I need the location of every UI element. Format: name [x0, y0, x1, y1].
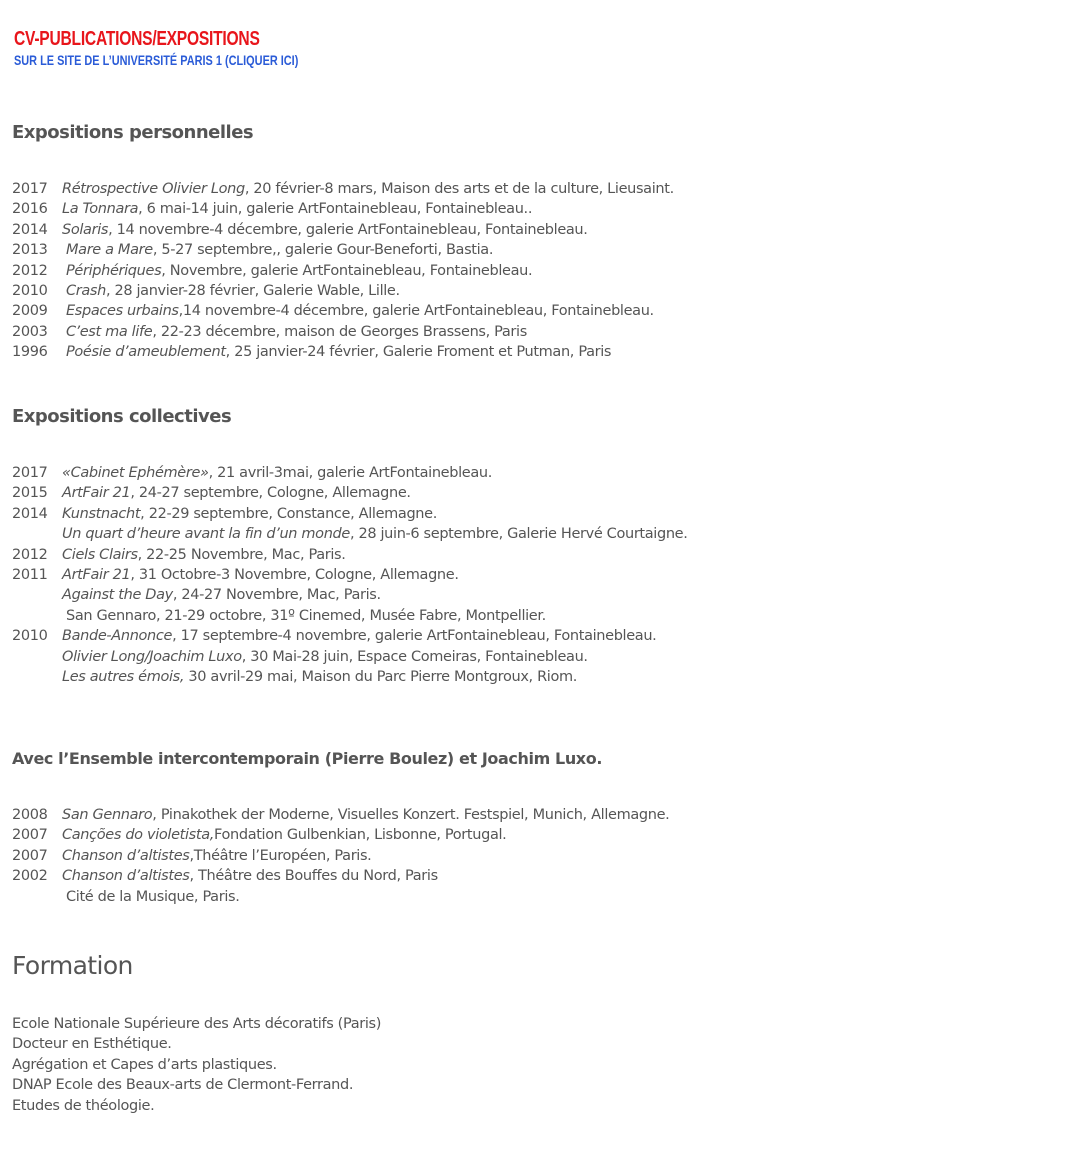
- entry-details: , 28 janvier-28 février, Galerie Wable, Lille.: [105, 282, 400, 299]
- entry-title: Canções do violetista,: [62, 827, 214, 844]
- entry-details: , 20 février-8 mars, Maison des arts et de la culture, Lieusaint.: [244, 181, 674, 197]
- entry-text: [62, 545, 346, 565]
- entry-year: 2017: [12, 465, 48, 481]
- formation-item: DNAP Ecole des Beaux-arts de Clermont-Ferrand.: [12, 1077, 354, 1094]
- formation-item: Etudes de théologie.: [12, 1097, 155, 1114]
- entry-text: [62, 647, 588, 667]
- entry-details: ,Théâtre l’Européen, Paris.: [189, 847, 372, 864]
- entry-year: 2015: [12, 485, 48, 502]
- entry-details: , 6 mai-14 juin, galerie ArtFontainebleau, Fontainebleau..: [138, 201, 533, 218]
- entry-text: [62, 626, 656, 646]
- page-title: CV-PUBLICATIONS/EXPOSITIONS: [14, 28, 260, 50]
- entry-title: Chanson d’altistes: [62, 847, 190, 864]
- entry-text: [62, 524, 688, 544]
- formation-item: Agrégation et Capes d’arts plastiques.: [12, 1056, 277, 1073]
- heading-expositions-collectives: Expositions collectives: [12, 406, 232, 427]
- entry-title: San Gennaro: [62, 807, 153, 823]
- entry-title: Solaris: [62, 221, 109, 238]
- heading-ensemble-intercontemporain: Avec l’Ensemble intercontemporain (Pierre Boulez) et Joachim Luxo.: [12, 749, 602, 768]
- entry-year: 2016: [12, 201, 48, 218]
- entry-text: [66, 240, 493, 260]
- entry-details: ,14 novembre-4 décembre, galerie ArtFontainebleau, Fontainebleau.: [178, 303, 654, 320]
- entry-year: 2011: [12, 566, 48, 583]
- entry-text: [62, 463, 492, 483]
- entry-title: Ciels Clairs: [62, 546, 138, 563]
- entry-year: 2014: [12, 221, 48, 238]
- entry-year: 2013: [12, 242, 48, 259]
- entry-details: , 14 novembre-4 décembre, galerie ArtFontainebleau, Fontainebleau.: [108, 221, 588, 238]
- entry-details: San Gennaro, 21-29 octobre, 31º Cinemed, Musée Fabre, Montpellier.: [66, 607, 546, 624]
- heading-expositions-personnelles: Expositions personnelles: [12, 122, 254, 143]
- entry-title: La Tonnara: [62, 201, 139, 218]
- entry-year: 2003: [12, 323, 48, 340]
- entry-text: [62, 667, 577, 687]
- entry-text: [62, 565, 459, 585]
- entry-details: Fondation Gulbenkian, Lisbonne, Portugal.: [214, 827, 507, 844]
- entry-year: 2002: [12, 868, 48, 885]
- entry-year: 2010: [12, 282, 48, 299]
- entry-title: Les autres émois,: [62, 668, 185, 685]
- entry-text: [62, 825, 506, 845]
- entry-title: C’est ma life: [66, 323, 153, 340]
- entry-title: Périphériques: [66, 262, 162, 279]
- entry-title: Rétrospective Olivier Long: [62, 181, 245, 197]
- entry-year: 2017: [12, 181, 48, 197]
- entry-title: Against the Day: [62, 587, 173, 604]
- entry-details: , 24-27 septembre, Cologne, Allemagne.: [130, 485, 411, 502]
- entry-title: Espaces urbains: [66, 303, 179, 320]
- entry-details: , 28 juin-6 septembre, Galerie Hervé Courtaigne.: [349, 526, 688, 543]
- entry-year: 2007: [12, 847, 48, 864]
- formation-item: Docteur en Esthétique.: [12, 1036, 172, 1053]
- entry-text: [66, 261, 532, 281]
- entry-details: , Pinakothek der Moderne, Visuelles Konzert. Festspiel, Munich, Allemagne.: [152, 807, 670, 823]
- entry-text: [66, 281, 400, 301]
- entry-details: , 5-27 septembre,, galerie Gour-Beneforti, Bastia.: [152, 242, 494, 259]
- entry-details: , Novembre, galerie ArtFontainebleau, Fontainebleau.: [161, 262, 533, 279]
- formation-item: Ecole Nationale Supérieure des Arts décoratifs (Paris): [12, 1016, 382, 1032]
- entry-year: 2009: [12, 303, 48, 320]
- entry-year: 2010: [12, 628, 48, 645]
- entry-year: 1996: [12, 344, 48, 361]
- entry-text: [62, 805, 669, 825]
- entry-details: , 21 avril-3mai, galerie ArtFontainebleau.: [208, 465, 492, 481]
- entry-text: [66, 342, 611, 362]
- entry-text: [62, 846, 371, 866]
- entry-year: 2012: [12, 262, 48, 279]
- entry-title: Bande-Annonce: [62, 628, 173, 645]
- entry-title: Chanson d’altistes: [62, 868, 190, 885]
- entry-text: [62, 504, 437, 524]
- entry-text: [62, 179, 674, 199]
- entry-year: 2008: [12, 807, 48, 823]
- entry-details: 30 avril-29 mai, Maison du Parc Pierre Montgroux, Riom.: [184, 668, 578, 685]
- entry-title: «Cabinet Ephémère»: [62, 465, 209, 481]
- entry-title: Olivier Long/Joachim Luxo: [62, 648, 242, 665]
- entry-details: , 24-27 Novembre, Mac, Paris.: [172, 587, 381, 604]
- entry-details: , 30 Mai-28 juin, Espace Comeiras, Fontainebleau.: [241, 648, 588, 665]
- entry-title: Kunstnacht: [62, 505, 141, 522]
- entry-details: , 22-23 décembre, maison de Georges Brassens, Paris: [152, 323, 527, 340]
- heading-formation: Formation: [12, 951, 133, 980]
- entry-text: [66, 887, 239, 907]
- entry-details: , 22-25 Novembre, Mac, Paris.: [137, 546, 346, 563]
- entry-text: [66, 322, 527, 342]
- entry-text: [66, 301, 654, 321]
- entry-title: Crash: [66, 282, 106, 299]
- entry-title: Un quart d’heure avant la fin d’un monde: [62, 526, 350, 543]
- entry-details: , 25 janvier-24 février, Galerie Froment et Putman, Paris: [225, 344, 612, 361]
- entry-year: 2014: [12, 505, 48, 522]
- entry-text: [62, 585, 381, 605]
- entry-details: , 17 septembre-4 novembre, galerie ArtFontainebleau, Fontainebleau.: [172, 628, 657, 645]
- entry-text: [66, 606, 546, 626]
- entry-details: , 22-29 septembre, Constance, Allemagne.: [140, 505, 437, 522]
- entry-year: 2007: [12, 827, 48, 844]
- entry-text: [62, 866, 438, 886]
- entry-text: [62, 220, 588, 240]
- entry-details: Cité de la Musique, Paris.: [66, 888, 240, 905]
- entry-title: Mare a Mare: [66, 242, 153, 259]
- entry-text: [62, 199, 532, 219]
- entry-details: , 31 Octobre-3 Novembre, Cologne, Allemagne.: [130, 566, 459, 583]
- entry-title: Poésie d’ameublement: [66, 344, 226, 361]
- entry-details: , Théâtre des Bouffes du Nord, Paris: [189, 868, 438, 885]
- list-formation: [12, 1014, 381, 1116]
- entry-title: ArtFair 21: [62, 566, 131, 583]
- university-site-link[interactable]: SUR LE SITE DE L’UNIVERSITÉ PARIS 1 (CLIQUER ICI): [14, 52, 299, 68]
- entry-title: ArtFair 21: [62, 485, 131, 502]
- entry-text: [62, 483, 411, 503]
- entry-year: 2012: [12, 546, 48, 563]
